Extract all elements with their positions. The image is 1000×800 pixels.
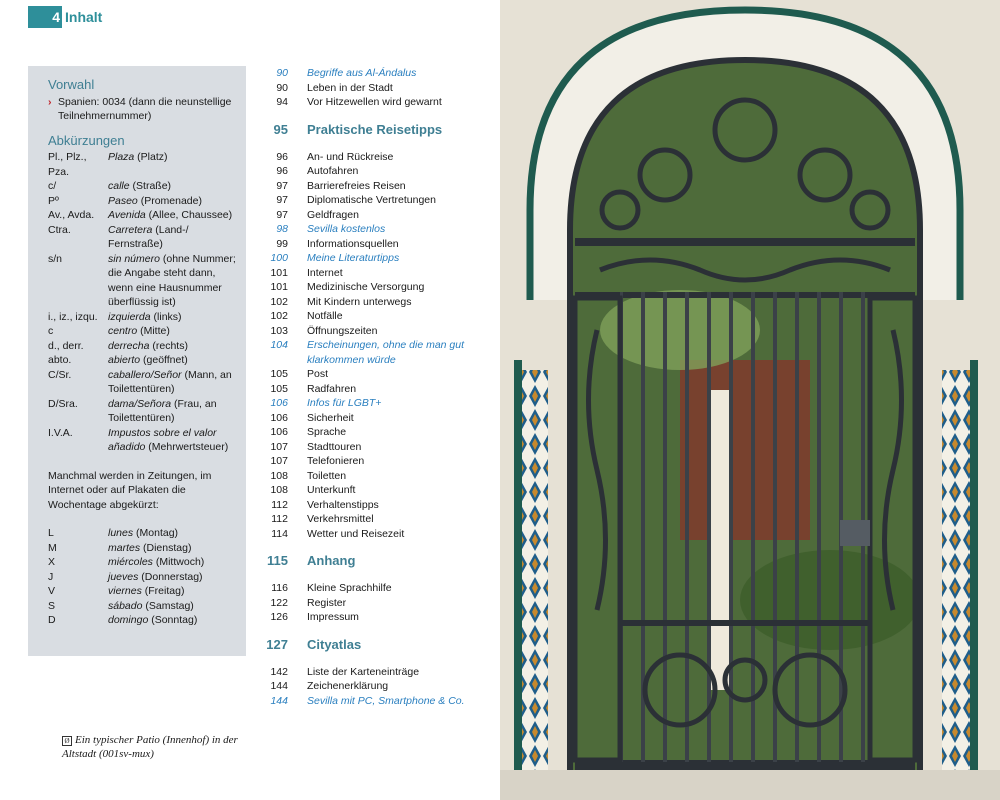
day-row [48,541,236,556]
abbr-key: c/ [48,180,57,192]
toc-entry [258,411,488,426]
toc-title: Öffnungszeiten [307,324,378,337]
abbr-row [48,339,236,354]
toc-section-title: Anhang [307,553,356,568]
toc-page-number: 101 [270,266,288,279]
toc-page-number: 106 [270,397,288,409]
toc-page-number: 96 [276,150,288,163]
toc-entry [258,440,488,455]
day-key: S [48,599,56,612]
abbr-key: s/n [48,252,63,265]
toc-title: Erscheinungen, ohne die man gut klarkommen würde [307,339,465,366]
abbr-term: sin número [108,252,160,265]
toc-entry [258,164,488,179]
toc-title: Wetter und Reisezeit [307,527,405,540]
toc-page-number: 97 [276,179,288,192]
toc-title: Internet [307,266,343,279]
toc-entry [258,483,488,498]
vorwahl-heading: Vorwahl [48,77,95,92]
toc-page-number: 100 [270,252,288,264]
toc-section-heading [258,122,488,138]
day-desc: (Montag) [133,527,179,539]
toc-entry [258,367,488,382]
abbr-key: Av., Avda. [48,209,95,221]
toc-page-number: 142 [270,665,288,678]
day-desc: (Donnerstag) [138,570,203,583]
toc-section-title: Cityatlas [307,636,362,652]
table-of-contents [258,66,488,708]
abbr-desc: (ohne Nummer; die Angabe steht dann, wenn eine Hausnummer überflüssig ist) [108,252,236,308]
day-key: M [48,541,57,554]
toc-page-number: 98 [276,223,288,235]
toc-page-number: 107 [270,440,288,453]
toc-title: Liste der Karteneinträge [307,665,420,678]
abbr-term: Avenida [108,209,146,221]
toc-entry [258,237,488,252]
toc-page-number: 97 [276,194,288,206]
day-term: lunes [108,527,134,539]
toc-section-heading [258,553,488,569]
day-term: martes [108,541,141,554]
section-title: Inhalt [65,9,103,25]
day-term: miércoles [108,556,153,568]
day-row [48,570,236,585]
day-desc: (Freitag) [141,585,185,597]
photo-caption [62,733,262,761]
toc-entry[interactable] [258,222,488,237]
abbr-row [48,150,236,179]
toc-title: Zeichenerklärung [307,680,389,692]
toc-entry [258,596,488,611]
abbr-term: centro [108,325,138,337]
toc-entry [258,179,488,194]
toc-title: Geldfragen [307,208,359,221]
abbr-desc: (Mitte) [137,325,170,337]
abbr-row [48,223,236,252]
vorwahl-text: 0034 (dann die neunstellige Teilnehmernummer) [58,95,232,122]
abbr-key: Pº [48,194,59,207]
toc-entry [258,150,488,165]
day-key: L [48,527,54,539]
abbr-row [48,194,236,209]
abbr-term: izquierda [108,310,151,323]
toc-section-page: 95 [273,121,288,137]
abbreviations-heading: Abkürzungen [48,132,125,148]
abbr-term: caballero/Señor [108,368,182,381]
toc-page-number: 108 [270,484,288,496]
day-term: sábado [108,599,143,612]
weekday-note: Manchmal werden in Zeitungen, im Internet oder auf Plakaten die Wochentage abgekürzt: [48,469,212,511]
toc-page-number: 105 [270,382,288,395]
abbr-row [48,310,236,325]
abbr-key: d., derr. [48,339,84,352]
toc-title: Sicherheit [307,411,354,424]
toc-page-number: 90 [276,67,288,79]
abbr-term: abierto [108,354,141,366]
toc-page-number: 112 [271,498,288,511]
toc-title: Impressum [307,611,359,623]
toc-title: Autofahren [307,165,359,177]
toc-page-number: 96 [276,165,288,177]
day-key: J [48,570,54,583]
abbr-key: C/Sr. [48,368,72,381]
toc-title: Verhaltenstipps [307,498,379,511]
toc-page-number: 101 [270,281,288,293]
abbr-desc: (Mehrwertsteuer) [145,441,229,453]
toc-entry[interactable] [258,66,488,81]
toc-page-number: 108 [270,469,288,482]
vorwahl-entry [48,95,236,124]
day-term: jueves [108,570,139,583]
abbr-desc: (Platz) [134,151,168,163]
toc-page-number: 99 [276,237,288,250]
abbr-desc: (Straße) [129,180,172,192]
day-desc: (Mittwoch) [152,556,205,568]
toc-entry [258,512,488,527]
toc-section-heading [258,637,488,653]
toc-section-page: 115 [267,553,288,568]
toc-entry [258,266,488,281]
abbr-row [48,353,236,368]
toc-title: Sevilla mit PC, Smartphone & Co. [307,694,465,707]
abbr-term: dama/Señora [108,397,172,410]
toc-page-number: 106 [270,426,288,438]
day-desc: (Sonntag) [148,614,198,626]
abbr-key: Pl., Plz., Pza. [48,151,87,178]
toc-entry [258,208,488,223]
toc-page-number: 90 [276,81,288,94]
toc-page-number: 105 [270,368,288,380]
abbr-key: I.V.A. [48,426,73,439]
toc-entry [258,679,488,694]
toc-page-number: 122 [270,596,288,609]
abbr-row [48,426,236,455]
toc-page-number: 112 [271,513,288,525]
day-row [48,526,236,541]
abbr-row [48,397,236,426]
abbr-desc: (Land-/ Fernstraße) [108,223,189,250]
toc-title: Medizinische Versorgung [307,281,425,293]
toc-page-number: 126 [270,611,288,623]
toc-entry [258,81,488,96]
toc-title: Sprache [307,426,347,438]
abbr-key: i., iz., izqu. [48,310,98,323]
abbr-term: Carretera [108,223,153,236]
toc-entry [258,665,488,680]
toc-page-number: 114 [271,527,288,540]
abbr-row [48,368,236,397]
toc-title: Diplomatische Vertretungen [307,194,436,206]
chevron-right-icon: › [48,95,52,108]
toc-title: Begriffe aus Al-Ándalus [307,67,417,79]
day-row [48,555,236,570]
web-code-icon: Ø [62,736,72,746]
abbr-term: derrecha [108,339,150,352]
gate-illustration [500,0,1000,800]
day-key: D [48,614,56,626]
abbr-desc: (links) [150,310,182,323]
vorwahl-label: Spanien: [58,95,100,108]
toc-title: Toiletten [307,469,347,482]
toc-entry[interactable] [258,338,488,367]
toc-title: Unterkunft [307,484,356,496]
toc-title: Leben in der Stadt [307,81,393,94]
toc-entry [258,382,488,397]
toc-title: Mit Kindern unterwegs [307,295,412,308]
toc-entry [258,610,488,625]
abbr-term: Plaza [108,151,135,163]
caption-text: Ein typischer Patio (Innenhof) in der Altstadt (001sv-mux) [62,734,238,760]
toc-page-number: 94 [276,96,288,108]
weekday-list [48,526,236,628]
toc-page-number: 116 [271,582,288,594]
toc-title: Barrierefreies Reisen [307,179,406,192]
abbr-term: Impustos sobre el valor añadido [108,426,217,453]
day-row [48,599,236,614]
toc-title: Radfahren [307,382,357,395]
toc-page-number: 144 [270,680,288,692]
day-key: X [48,556,56,568]
day-row [48,584,236,599]
toc-entry [258,425,488,440]
abbr-desc: (Frau, an Toilettentüren) [108,397,217,424]
day-desc: (Dienstag) [140,541,192,554]
toc-title: Notfälle [307,310,343,322]
day-row [48,613,236,628]
abbr-desc: (Promenade) [137,194,202,207]
toc-page-number: 144 [270,694,288,707]
abbr-key: abto. [48,354,72,366]
day-term: domingo [108,614,149,626]
toc-page-number: 102 [270,310,288,322]
toc-title: Register [307,596,347,609]
abbr-term: calle [108,180,130,192]
info-box [28,66,246,656]
page-header [28,6,268,28]
toc-entry[interactable] [258,251,488,266]
toc-title: Informationsquellen [307,237,399,250]
toc-title: Stadttouren [307,440,362,453]
toc-page-number: 106 [270,411,288,424]
toc-entry [258,581,488,596]
toc-title: Kleine Sprachhilfe [307,582,392,594]
day-desc: (Samstag) [142,599,194,612]
abbr-key: D/Sra. [48,397,78,410]
abbr-desc: (geöffnet) [140,354,188,366]
abbr-row [48,324,236,339]
toc-entry [258,527,488,542]
toc-page-number: 107 [270,455,288,467]
toc-title: An- und Rückreise [307,150,394,163]
toc-entry [258,193,488,208]
toc-entry [258,295,488,310]
abbreviations-list [48,150,236,455]
toc-page-number: 97 [276,208,288,221]
toc-entry [258,324,488,339]
toc-entry [258,454,488,469]
toc-entry[interactable] [258,694,488,709]
toc-section-page: 127 [266,636,288,652]
toc-title: Telefonieren [307,455,365,467]
abbr-key: c [48,325,54,337]
abbr-row [48,208,236,223]
toc-title: Vor Hitzewellen wird gewarnt [307,96,442,108]
toc-page-number: 104 [270,339,288,351]
toc-entry [258,469,488,484]
abbr-key: Ctra. [48,223,71,236]
toc-entry [258,498,488,513]
abbr-row [48,252,236,310]
toc-title: Meine Literaturtipps [307,252,400,264]
abbr-row [48,179,236,194]
toc-title: Post [307,368,329,380]
toc-title: Infos für LGBT+ [307,397,382,409]
patio-gate-photo [500,0,1000,800]
toc-title: Verkehrsmittel [307,513,374,525]
day-term: viernes [108,585,142,597]
abbr-desc: (Mann, an Toilettentüren) [108,368,232,395]
day-key: V [48,585,56,597]
abbr-desc: (Allee, Chaussee) [145,209,233,221]
abbr-term: Paseo [108,194,138,207]
toc-entry [258,95,488,110]
toc-page-number: 102 [270,295,288,308]
toc-entry[interactable] [258,396,488,411]
toc-section-title: Praktische Reisetipps [307,121,443,137]
toc-entry [258,309,488,324]
toc-entry [258,280,488,295]
page-number: 4 [28,6,62,28]
abbr-desc: (rechts) [149,339,188,352]
toc-title: Sevilla kostenlos [307,223,386,235]
toc-page-number: 103 [270,324,288,337]
